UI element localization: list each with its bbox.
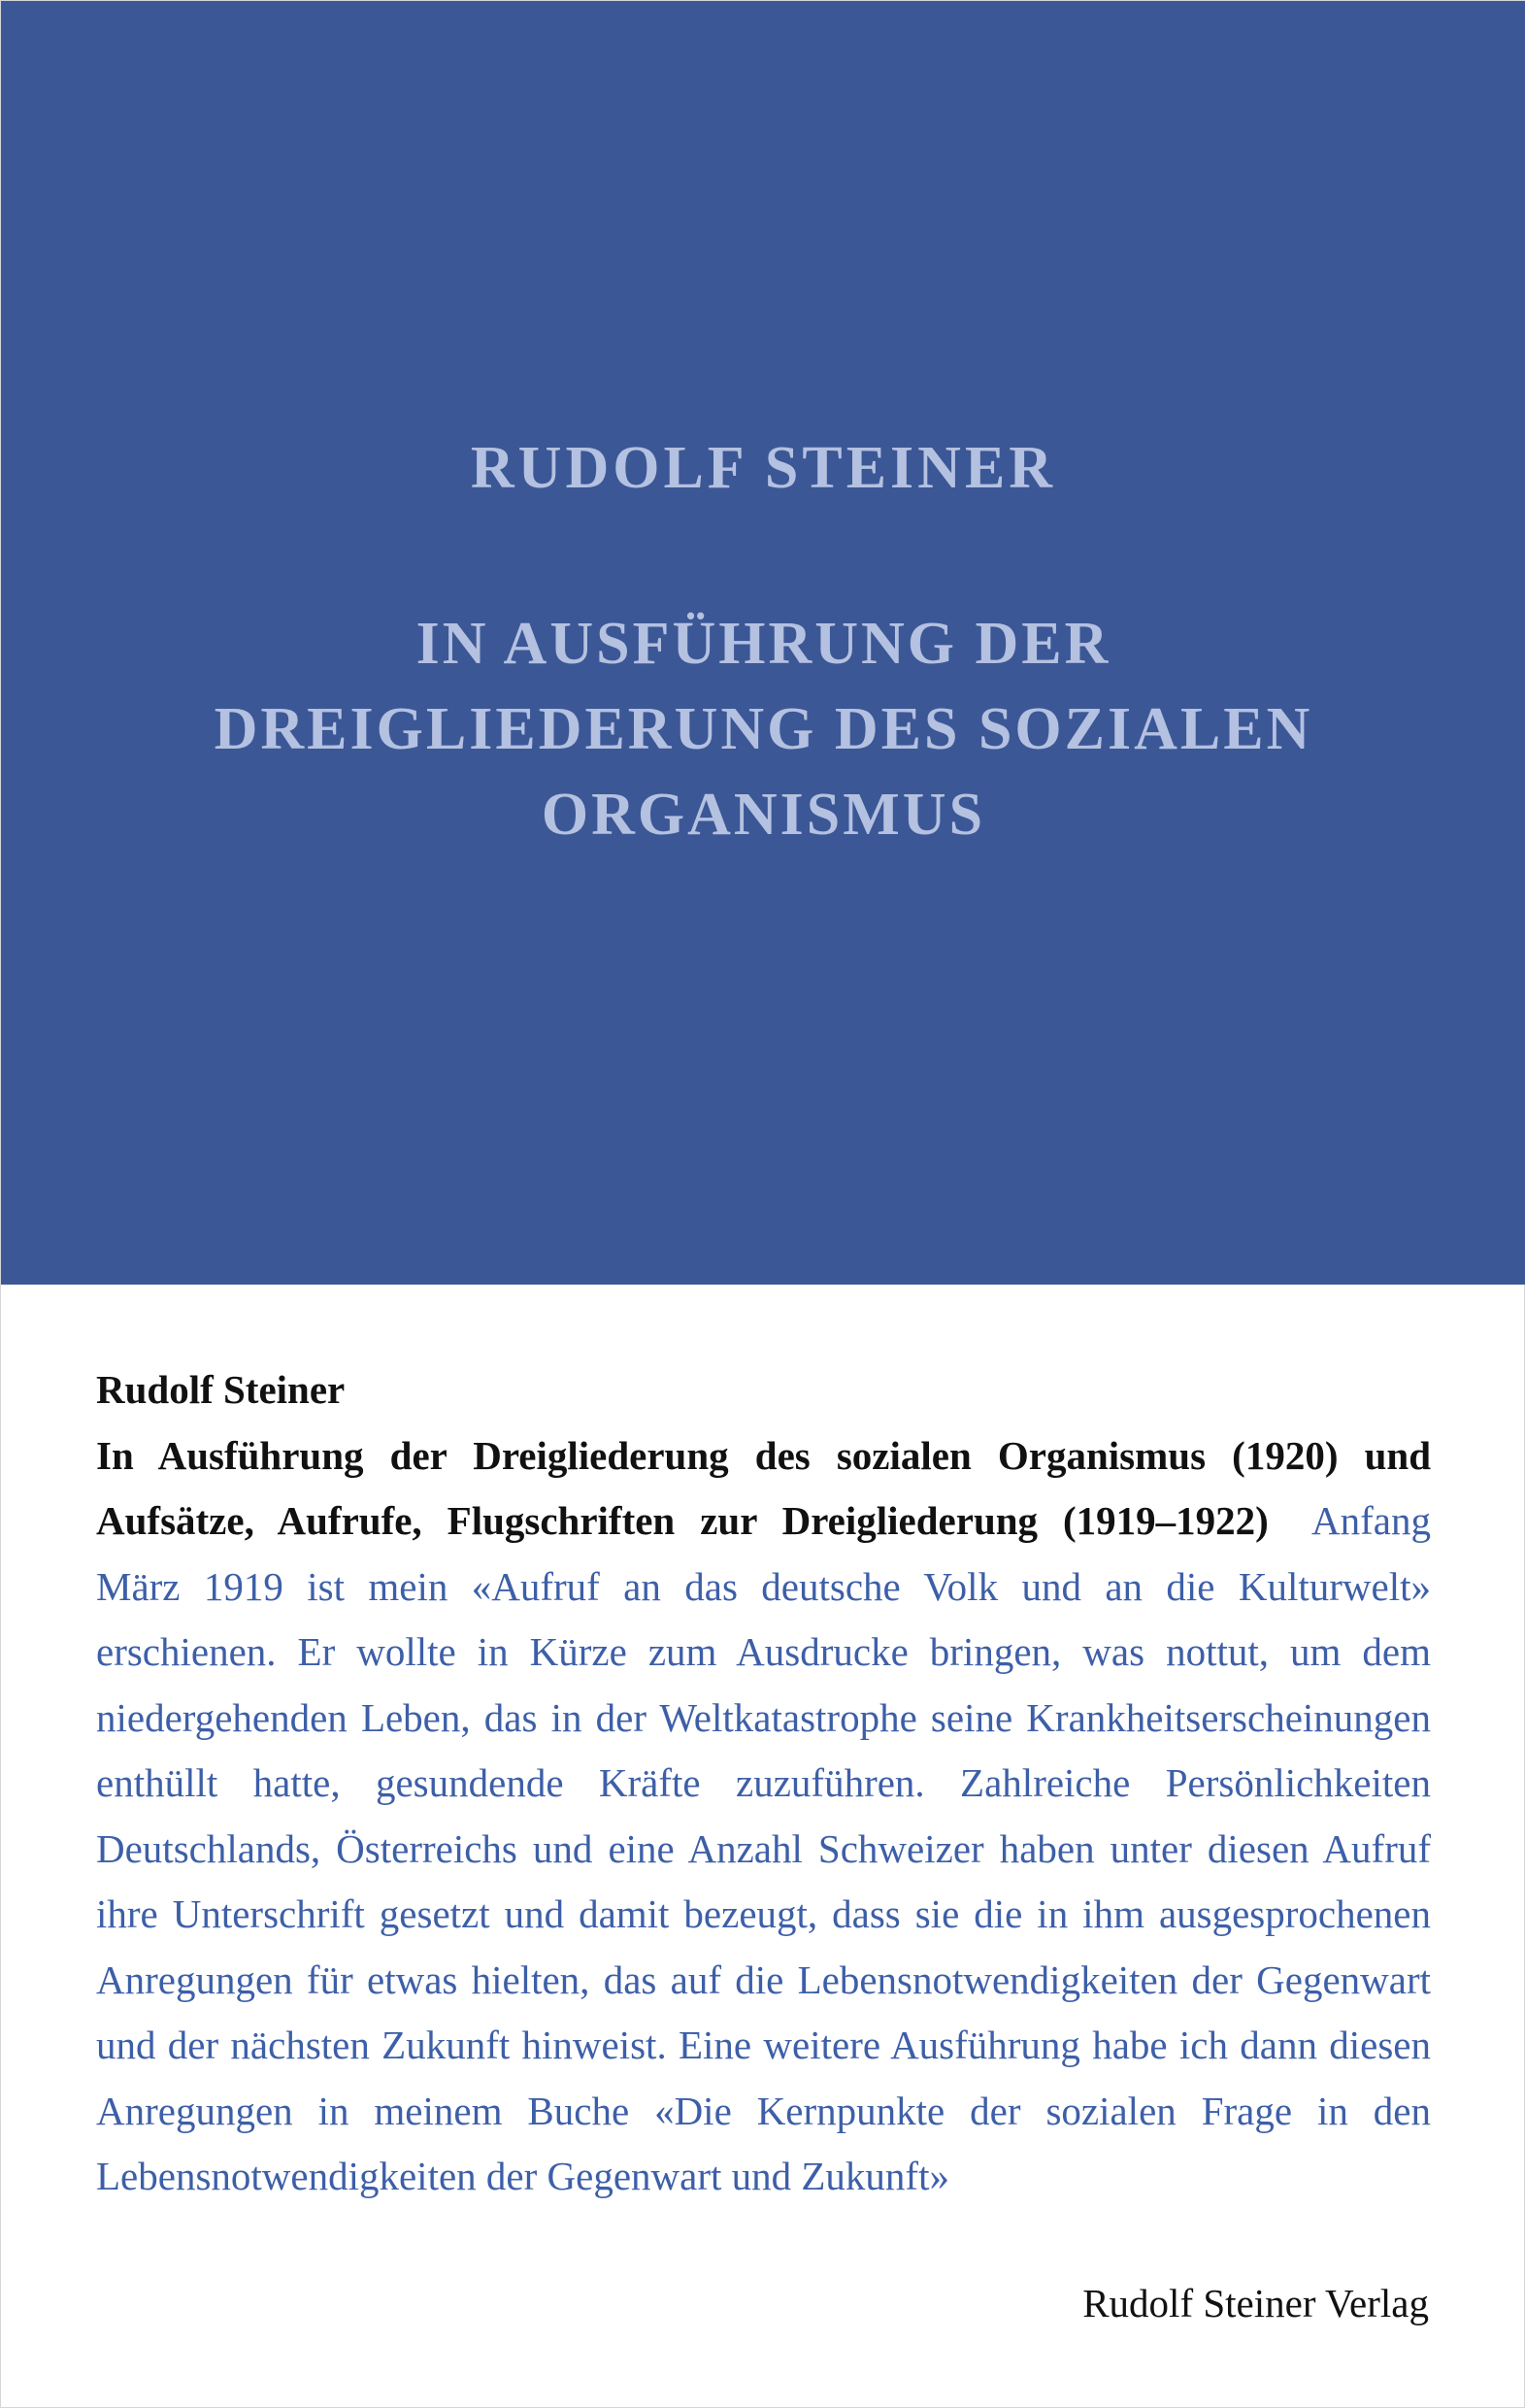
cover-description bbox=[96, 1357, 1431, 2210]
title-line: IN AUSFÜHRUNG DER bbox=[415, 611, 1111, 677]
cover-author-name: RUDOLF STEINER bbox=[470, 435, 1057, 501]
description-full-title: In Ausführung der Dreigliederung des sozialen Organismus (1920) und Aufsätze, Aufrufe, Flugschriften zur Dreigliederung (1919–1922) bbox=[96, 1432, 1431, 1543]
title-line: ORGANISMUS bbox=[541, 782, 986, 848]
title-line: DREIGLIEDERUNG DES SOZIALEN bbox=[214, 696, 1313, 762]
description-blurb: Anfang März 1919 ist mein «Aufruf an das deutsche Volk und an die Kulturwelt» erschienen. Er wollte in Kürze zum Ausdrucke bringen, was nottut, um dem niedergehenden Leben, das in der Weltkatastrophe seine Krankheitserscheinungen enthüllt hatte, gesundende Kräfte zuzuführen. Zahlreiche Persönlichkeiten Deutschlands, Österreichs und eine Anzahl Schweizer haben unter diesen Aufruf ihre Unterschrift gesetzt und damit bezeugt, dass sie die in ihm ausgesprochenen Anregungen für etwas hielten, das auf die Lebensnotwendigkeiten der Gegenwart und der nächsten Zukunft hinweist. Eine weitere Ausführung habe ich dann diesen Anregungen in meinem Buche «Die Kernpunkte der sozialen Frage in den Lebensnotwendigkeiten der Gegenwart und Zukunft» bbox=[96, 1498, 1431, 2198]
publisher-name: Rudolf Steiner Verlag bbox=[1059, 2271, 1429, 2337]
cover-book-title bbox=[1, 601, 1525, 857]
description-author: Rudolf Steiner bbox=[96, 1367, 346, 1412]
cover-top-panel bbox=[1, 1, 1525, 1285]
